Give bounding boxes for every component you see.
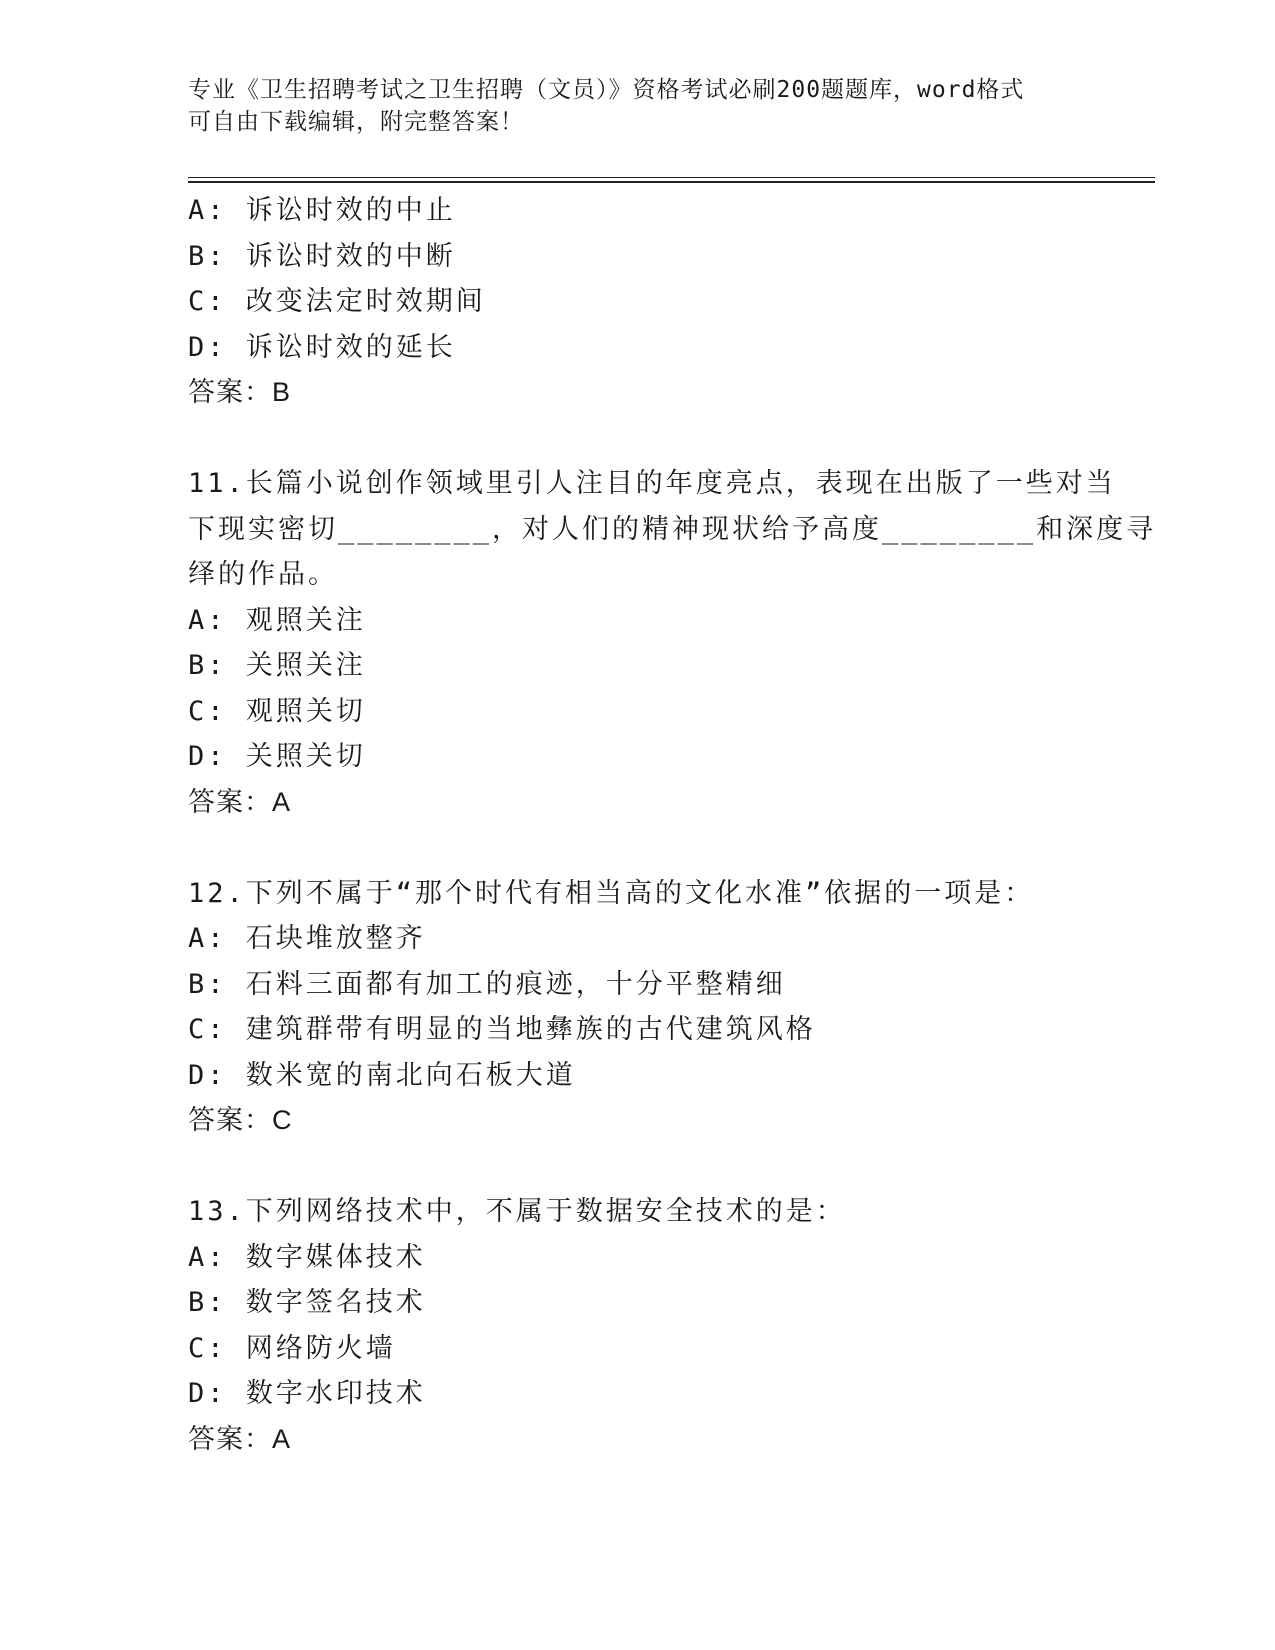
option-b: B: 关照关注 (188, 650, 366, 681)
option-d: D: 数字水印技术 (188, 1378, 426, 1409)
question-stem-line-2: 下现实密切________，对人们的精神现状给予高度________和深度寻 (188, 513, 1157, 545)
answer-line: 答案：B (188, 377, 292, 407)
question-stem-line-1: 11.长篇小说创作领域里引人注目的年度亮点，表现在出版了一些对当 (188, 468, 1116, 499)
answer-line: 答案：A (188, 1423, 292, 1454)
option-b: B: 数字签名技术 (188, 1287, 426, 1318)
answer-line: 答案：A (188, 786, 292, 817)
question-stem-line-3: 绎的作品。 (188, 559, 338, 590)
option-c: C: 观照关切 (188, 695, 366, 727)
header-divider-thin (188, 177, 1155, 178)
option-b: B: 诉讼时效的中断 (188, 240, 456, 272)
question-block-13 (188, 1189, 1088, 1462)
spacer (188, 825, 1088, 871)
header-line-2: 可自由下载编辑，附完整答案！ (188, 109, 524, 135)
question-stem-line-1: 12.下列不属于“那个时代有相当高的文化水准”依据的一项是： (188, 877, 1035, 909)
option-c: C: 建筑群带有明显的当地彝族的古代建筑风格 (188, 1014, 816, 1045)
question-block-10 (188, 188, 1088, 416)
option-a: A: 诉讼时效的中止 (188, 195, 456, 226)
document-header (188, 74, 1088, 138)
option-d: D: 关照关切 (188, 741, 366, 772)
option-c: C: 改变法定时效期间 (188, 286, 486, 317)
header-divider-thick (188, 181, 1155, 183)
option-d: D: 诉讼时效的延长 (188, 331, 456, 363)
spacer (188, 416, 1088, 462)
option-a: A: 数字媒体技术 (188, 1241, 426, 1273)
question-list (188, 188, 1157, 1462)
option-d: D: 数米宽的南北向石板大道 (188, 1059, 576, 1091)
question-block-11 (188, 461, 1157, 825)
option-c: C: 网络防火墙 (188, 1332, 396, 1364)
option-b: B: 石料三面都有加工的痕迹，十分平整精细 (188, 968, 786, 1000)
spacer (188, 1144, 1088, 1190)
question-block-12 (188, 871, 1088, 1144)
header-line-1: 专业《卫生招聘考试之卫生招聘（文员）》资格考试必刷200题题库，word格式 (188, 77, 1025, 103)
answer-line: 答案：C (188, 1105, 293, 1135)
option-a: A: 石块堆放整齐 (188, 923, 426, 954)
question-stem-line-1: 13.下列网络技术中，不属于数据安全技术的是： (188, 1196, 846, 1227)
option-a: A: 观照关注 (188, 604, 366, 636)
